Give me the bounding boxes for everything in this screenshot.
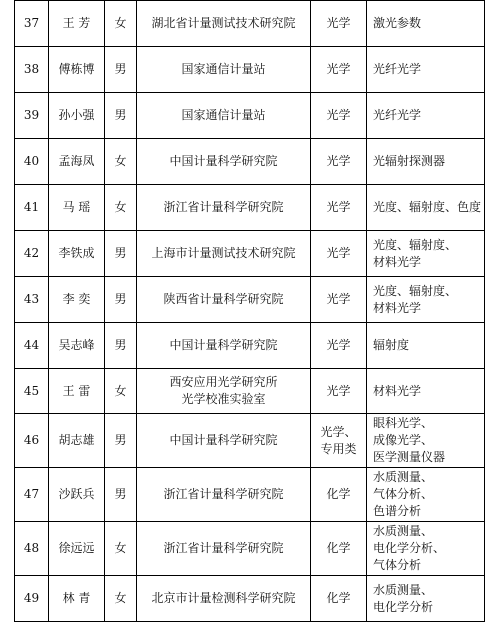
specialty-field: 光度、辐射度、色度 bbox=[367, 185, 485, 231]
specialty-field: 光辐射探测器 bbox=[367, 139, 485, 185]
category: 光学、 专用类 bbox=[311, 414, 367, 468]
institution: 国家通信计量站 bbox=[137, 93, 311, 139]
expert-name: 沙跃兵 bbox=[49, 468, 105, 522]
specialty-field: 材料光学 bbox=[367, 369, 485, 414]
expert-name: 李 奕 bbox=[49, 277, 105, 323]
row-number: 38 bbox=[15, 47, 49, 93]
category: 光学 bbox=[311, 185, 367, 231]
row-number: 45 bbox=[15, 369, 49, 414]
specialty-field: 光度、辐射度、 材料光学 bbox=[367, 277, 485, 323]
table-row bbox=[15, 1, 485, 47]
expert-name: 孟海凤 bbox=[49, 139, 105, 185]
specialty-field: 光度、辐射度、 材料光学 bbox=[367, 231, 485, 277]
specialty-field: 激光参数 bbox=[367, 1, 485, 47]
specialty-field: 水质测量、 电化学分析、 气体分析 bbox=[367, 522, 485, 576]
row-number: 39 bbox=[15, 93, 49, 139]
institution: 中国计量科学研究院 bbox=[137, 414, 311, 468]
category: 光学 bbox=[311, 231, 367, 277]
gender: 女 bbox=[105, 1, 137, 47]
category: 光学 bbox=[311, 323, 367, 369]
category: 光学 bbox=[311, 277, 367, 323]
institution: 西安应用光学研究所 光学校准实验室 bbox=[137, 369, 311, 414]
row-number: 46 bbox=[15, 414, 49, 468]
expert-name: 王 雷 bbox=[49, 369, 105, 414]
category: 光学 bbox=[311, 47, 367, 93]
table-row bbox=[15, 231, 485, 277]
institution: 浙江省计量科学研究院 bbox=[137, 522, 311, 576]
category: 光学 bbox=[311, 369, 367, 414]
row-number: 41 bbox=[15, 185, 49, 231]
table-row bbox=[15, 185, 485, 231]
gender: 男 bbox=[105, 468, 137, 522]
gender: 男 bbox=[105, 231, 137, 277]
institution: 国家通信计量站 bbox=[137, 47, 311, 93]
specialty-field: 水质测量、 气体分析、 色谱分析 bbox=[367, 468, 485, 522]
row-number: 47 bbox=[15, 468, 49, 522]
table-row bbox=[15, 468, 485, 522]
expert-name: 王 芳 bbox=[49, 1, 105, 47]
gender: 女 bbox=[105, 522, 137, 576]
institution: 北京市计量检测科学研究院 bbox=[137, 576, 311, 622]
gender: 女 bbox=[105, 139, 137, 185]
table-row bbox=[15, 369, 485, 414]
expert-name: 傅栋博 bbox=[49, 47, 105, 93]
expert-table bbox=[14, 0, 485, 622]
gender: 女 bbox=[105, 185, 137, 231]
row-number: 49 bbox=[15, 576, 49, 622]
specialty-field: 光纤光学 bbox=[367, 93, 485, 139]
row-number: 48 bbox=[15, 522, 49, 576]
row-number: 43 bbox=[15, 277, 49, 323]
table-row bbox=[15, 47, 485, 93]
category: 光学 bbox=[311, 139, 367, 185]
expert-name: 马 瑶 bbox=[49, 185, 105, 231]
expert-name: 林 青 bbox=[49, 576, 105, 622]
gender: 女 bbox=[105, 369, 137, 414]
gender: 男 bbox=[105, 93, 137, 139]
specialty-field: 眼科光学、 成像光学、 医学测量仪器 bbox=[367, 414, 485, 468]
row-number: 40 bbox=[15, 139, 49, 185]
expert-name: 胡志雄 bbox=[49, 414, 105, 468]
category: 化学 bbox=[311, 522, 367, 576]
institution: 浙江省计量科学研究院 bbox=[137, 468, 311, 522]
row-number: 42 bbox=[15, 231, 49, 277]
category: 光学 bbox=[311, 1, 367, 47]
expert-name: 徐远远 bbox=[49, 522, 105, 576]
table-row bbox=[15, 277, 485, 323]
expert-name: 李铁成 bbox=[49, 231, 105, 277]
row-number: 37 bbox=[15, 1, 49, 47]
category: 化学 bbox=[311, 468, 367, 522]
expert-name: 吴志峰 bbox=[49, 323, 105, 369]
table-row bbox=[15, 323, 485, 369]
specialty-field: 水质测量、 电化学分析 bbox=[367, 576, 485, 622]
table-row bbox=[15, 139, 485, 185]
gender: 男 bbox=[105, 47, 137, 93]
category: 光学 bbox=[311, 93, 367, 139]
institution: 中国计量科学研究院 bbox=[137, 139, 311, 185]
specialty-field: 光纤光学 bbox=[367, 47, 485, 93]
expert-name: 孙小强 bbox=[49, 93, 105, 139]
institution: 中国计量科学研究院 bbox=[137, 323, 311, 369]
category: 化学 bbox=[311, 576, 367, 622]
gender: 男 bbox=[105, 323, 137, 369]
gender: 女 bbox=[105, 576, 137, 622]
table-row bbox=[15, 93, 485, 139]
gender: 男 bbox=[105, 414, 137, 468]
institution: 浙江省计量科学研究院 bbox=[137, 185, 311, 231]
row-number: 44 bbox=[15, 323, 49, 369]
institution: 陕西省计量科学研究院 bbox=[137, 277, 311, 323]
institution: 上海市计量测试技术研究院 bbox=[137, 231, 311, 277]
gender: 男 bbox=[105, 277, 137, 323]
specialty-field: 辐射度 bbox=[367, 323, 485, 369]
table-row bbox=[15, 414, 485, 468]
institution: 湖北省计量测试技术研究院 bbox=[137, 1, 311, 47]
table-row bbox=[15, 576, 485, 622]
table-row bbox=[15, 522, 485, 576]
